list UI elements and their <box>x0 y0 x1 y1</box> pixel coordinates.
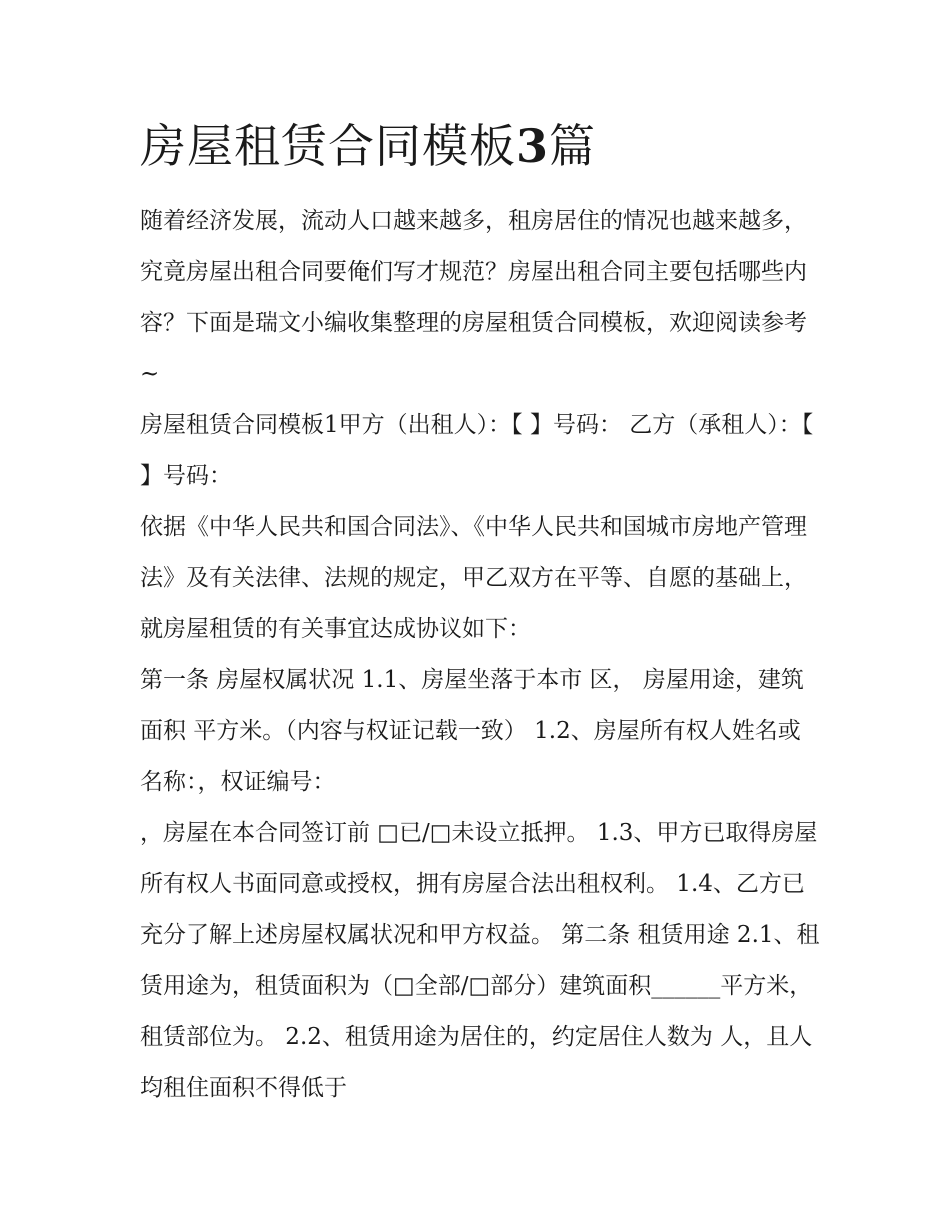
title-text: 房屋租赁合同模板 <box>140 119 516 173</box>
document-title <box>140 108 820 184</box>
document-body <box>140 196 820 1114</box>
mortgage-and-usage-paragraph: ，房屋在本合同签订前 □已/□未设立抵押。 1.3、甲方已取得房屋所有权人书面同意或授权，拥有房屋合法出租权利。 1.4、乙方已充分了解上述房屋权属状况和甲方权益。 第二条 租赁用途 2.1、租赁用途为，租赁面积为（□全部/□部分）建筑面积______平方米，租赁部位为。 2.2、租赁用途为居住的，约定居住人数为 人，且人均租住面积不得低于 <box>140 820 820 1101</box>
parties-paragraph: 房屋租赁合同模板1甲方（出租人）：【 】号码： 乙方（承租人）：【 】号码： <box>140 412 814 489</box>
article-one-paragraph: 第一条 房屋权属状况 1.1、房屋坐落于本市 区， 房屋用途，建筑面积 平方米。（内容与权证记载一致） 1.2、房屋所有权人姓名或名称：，权证编号： <box>140 667 804 795</box>
intro-paragraph: 随着经济发展，流动人口越来越多，租房居住的情况也越来越多，究竟房屋出租合同要俺们写才规范？房屋出租合同主要包括哪些内容？下面是瑞文小编收集整理的房屋租赁合同模板，欢迎阅读参考~ <box>140 208 807 387</box>
title-suffix: 篇 <box>549 119 597 173</box>
title-number: 3 <box>516 119 550 173</box>
legal-basis-paragraph: 依据《中华人民共和国合同法》、《中华人民共和国城市房地产管理法》及有关法律、法规的规定，甲乙双方在平等、自愿的基础上，就房屋租赁的有关事宜达成协议如下： <box>140 514 807 642</box>
document-page <box>140 108 820 1114</box>
